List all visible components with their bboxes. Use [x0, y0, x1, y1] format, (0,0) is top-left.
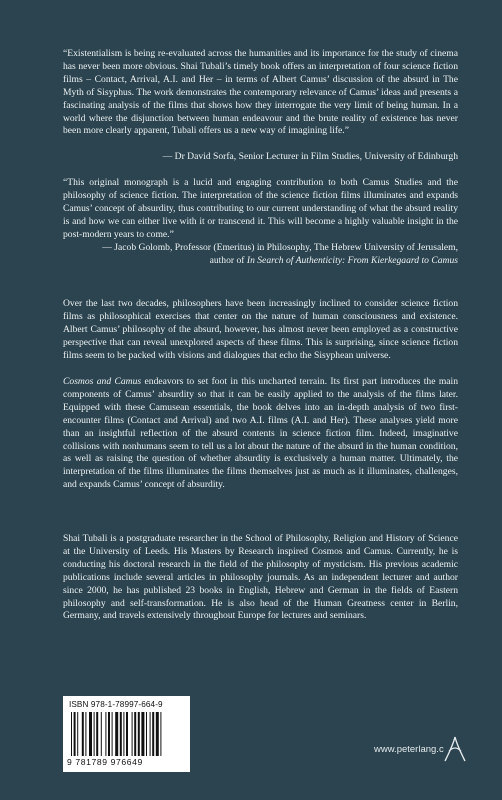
blurb-paragraph-2-text: endeavors to set foot in this uncharted terrain. Its first part introduces the main components of Camus’ absurdity so that it can be easily applied to the analysis of the films later. Equipped with these Camusean essentials, the book delves into an in-depth analysis of two first-encounter films (Contact and Arrival) and two A.I. films (A.I. and Her). These analyses yield more than an insightful reflection of the absurd contents in science fiction film. Indeed, imaginative collisions with nonhumans seem to tell us a lot about the nature of the absurd in the human condition, as well as raising the question of whether absurdity is exclusively a human matter. Ultimately, the interpretation of the films illuminates the films themselves just as much as it illuminates, challenges, and expands Camus’ concept of absurdity.	[63, 376, 459, 491]
publisher-website[interactable]: www.peterlang.c	[374, 744, 444, 755]
attribution-prefix: author of	[209, 255, 247, 266]
isbn-barcode	[63, 696, 190, 772]
book-title: Cosmos and Camus	[63, 376, 142, 387]
quote-golomb-text: “This original monograph is a lucid and engaging contribution to both Camus Studies and the philosophy of science fiction. The interpretation of the science fiction films illuminates and expands Camus’ concept of absurdity, thus contributing to our current understanding of what the absurd reality is and how we can either live with it or transcend it. This will become a highly valuable insight in the post-modern years to come.”	[63, 177, 458, 240]
review-quote-sorfa	[63, 48, 458, 138]
attribution-book-title: In Search of Authenticity: From Kierkegaard to Camus	[246, 255, 458, 266]
publisher-logo-icon	[443, 735, 467, 763]
quote-golomb-attribution: — Jacob Golomb, Professor (Emeritus) in Philosophy, The Hebrew University of Jerusalem,	[102, 242, 458, 253]
quote-sorfa-attribution: — Dr David Sorfa, Senior Lecturer in Film Studies, University of Edinburgh	[162, 151, 458, 162]
review-quote-golomb	[63, 177, 458, 242]
quote-sorfa-text: “Existentialism is being re-evaluated across the humanities and its importance for the study of cinema has never been more obvious. Shai Tubali’s timely book offers an interpretation of four science fiction films – Contact, Arrival, A.I. and Her – in terms of Albert Camus’ discussion of the absurd in The Myth of Sisyphus. The work demonstrates the contemporary relevance of Camus’ ideas and presents a fascinating analysis of the films that shows how they interrogate the very limit of being human. In a world where the disjunction between human endeavour and the brute reality of existence has never been more clearly apparent, Tubali offers us a new way of imagining life.”	[63, 48, 458, 137]
blurb-paragraph-2	[63, 376, 458, 492]
author-bio: Shai Tubali is a postgraduate researcher in the School of Philosophy, Religion and History of Science at the University of Leeds. His Masters by Research inspired Cosmos and Camus. Currently, he is conducting his doctoral research in the field of the philosophy of mysticism. His previous academic publications include several articles in philosophy journals. As an independent lecturer and author since 2000, he has published 23 books in English, Hebrew and German in the fields of Eastern philosophy and self-transformation. He is also head of the Human Greatness center in Berlin, Germany, and travels extensively throughout Europe for lectures and seminars.	[63, 533, 458, 622]
quote-golomb-attribution-book	[100, 255, 458, 268]
blurb-paragraph-1: Over the last two decades, philosophers have been increasingly inclined to consider science fiction films as philosophical exercises that center on the nature of human consciousness and existence. Albert Camus’ philosophy of the absurd, however, has almost never been employed as a constructive perspective that can reveal unexplored aspects of these films. This is surprising, since science fiction films seem to be packed with visions and dialogues that echo the Sisyphean universe.	[63, 298, 458, 361]
barcode-bars	[71, 712, 183, 756]
barcode-number: 9 781789 976649	[67, 757, 143, 767]
isbn-text: ISBN 978-1-78997-664-9	[69, 700, 163, 709]
